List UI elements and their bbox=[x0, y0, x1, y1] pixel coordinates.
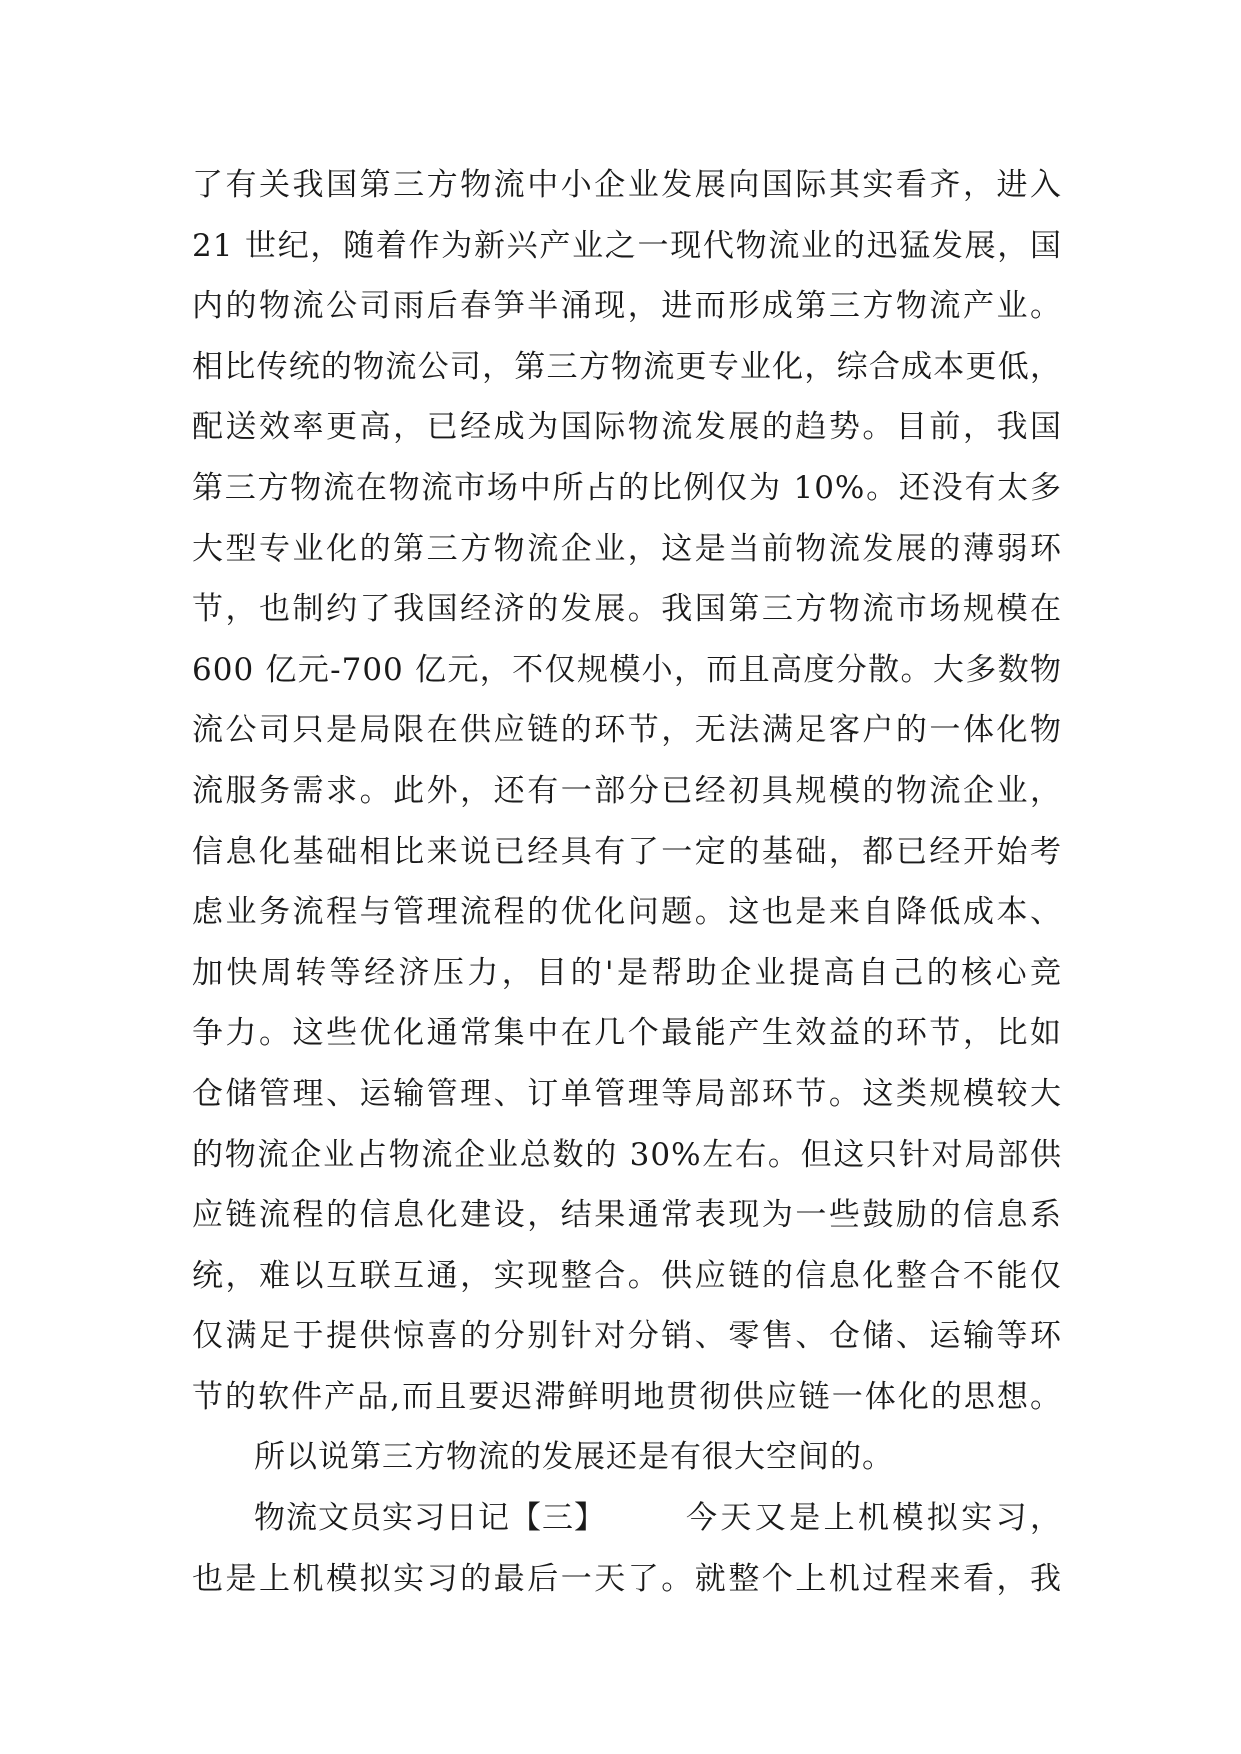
diary-heading: 物流文员实习日记【三】 bbox=[254, 1500, 606, 1537]
text-line: 大型专业化的第三方物流企业，这是当前物流发展的薄弱环 bbox=[192, 530, 1062, 567]
text-line: 流服务需求。此外，还有一部分已经初具规模的物流企业， bbox=[192, 772, 1062, 809]
document-body bbox=[192, 155, 1062, 1609]
text-line: 应链流程的信息化建设，结果通常表现为一些鼓励的信息系 bbox=[192, 1197, 1062, 1234]
paragraph-summary: 所以说第三方物流的发展还是有很大空间的。 bbox=[254, 1439, 894, 1476]
diary-text-line: 也是上机模拟实习的最后一天了。就整个上机过程来看，我 bbox=[192, 1560, 1062, 1597]
text-line: 内的物流公司雨后春笋半涌现，进而形成第三方物流产业。 bbox=[192, 288, 1062, 325]
text-line: 节的软件产品,而且要迟滞鲜明地贯彻供应链一体化的思想。 bbox=[192, 1378, 1062, 1415]
diary-text: 今天又是上机模拟实习， bbox=[686, 1500, 1062, 1537]
text-line: 21 世纪，随着作为新兴产业之一现代物流业的迅猛发展，国 bbox=[192, 227, 1062, 264]
paragraph bbox=[192, 155, 1062, 1427]
diary-heading-line bbox=[192, 1488, 1062, 1549]
text-line: 统，难以互联互通，实现整合。供应链的信息化整合不能仅 bbox=[192, 1257, 1062, 1294]
text-line: 流公司只是局限在供应链的环节，无法满足客户的一体化物 bbox=[192, 712, 1062, 749]
text-line: 配送效率更高，已经成为国际物流发展的趋势。目前，我国 bbox=[192, 409, 1062, 446]
text-line: 600 亿元-700 亿元，不仅规模小，而且高度分散。大多数物 bbox=[192, 651, 1062, 688]
text-line: 仅满足于提供惊喜的分别针对分销、零售、仓储、运输等环 bbox=[192, 1318, 1062, 1355]
text-line: 第三方物流在物流市场中所占的比例仅为 10%。还没有太多 bbox=[192, 469, 1062, 506]
text-line: 加快周转等经济压力，目的'是帮助企业提高自己的核心竞 bbox=[192, 954, 1062, 991]
text-line: 的物流企业占物流企业总数的 30%左右。但这只针对局部供 bbox=[192, 1136, 1062, 1173]
text-line: 节，也制约了我国经济的发展。我国第三方物流市场规模在 bbox=[192, 591, 1062, 628]
text-line: 仓储管理、运输管理、订单管理等局部环节。这类规模较大 bbox=[192, 1075, 1062, 1112]
text-line: 信息化基础相比来说已经具有了一定的基础，都已经开始考 bbox=[192, 833, 1062, 870]
text-line: 争力。这些优化通常集中在几个最能产生效益的环节，比如 bbox=[192, 1015, 1062, 1052]
text-line: 虑业务流程与管理流程的优化问题。这也是来自降低成本、 bbox=[192, 894, 1062, 931]
text-line: 了有关我国第三方物流中小企业发展向国际其实看齐，进入 bbox=[192, 167, 1062, 203]
text-line: 相比传统的物流公司，第三方物流更专业化，综合成本更低， bbox=[192, 348, 1062, 385]
